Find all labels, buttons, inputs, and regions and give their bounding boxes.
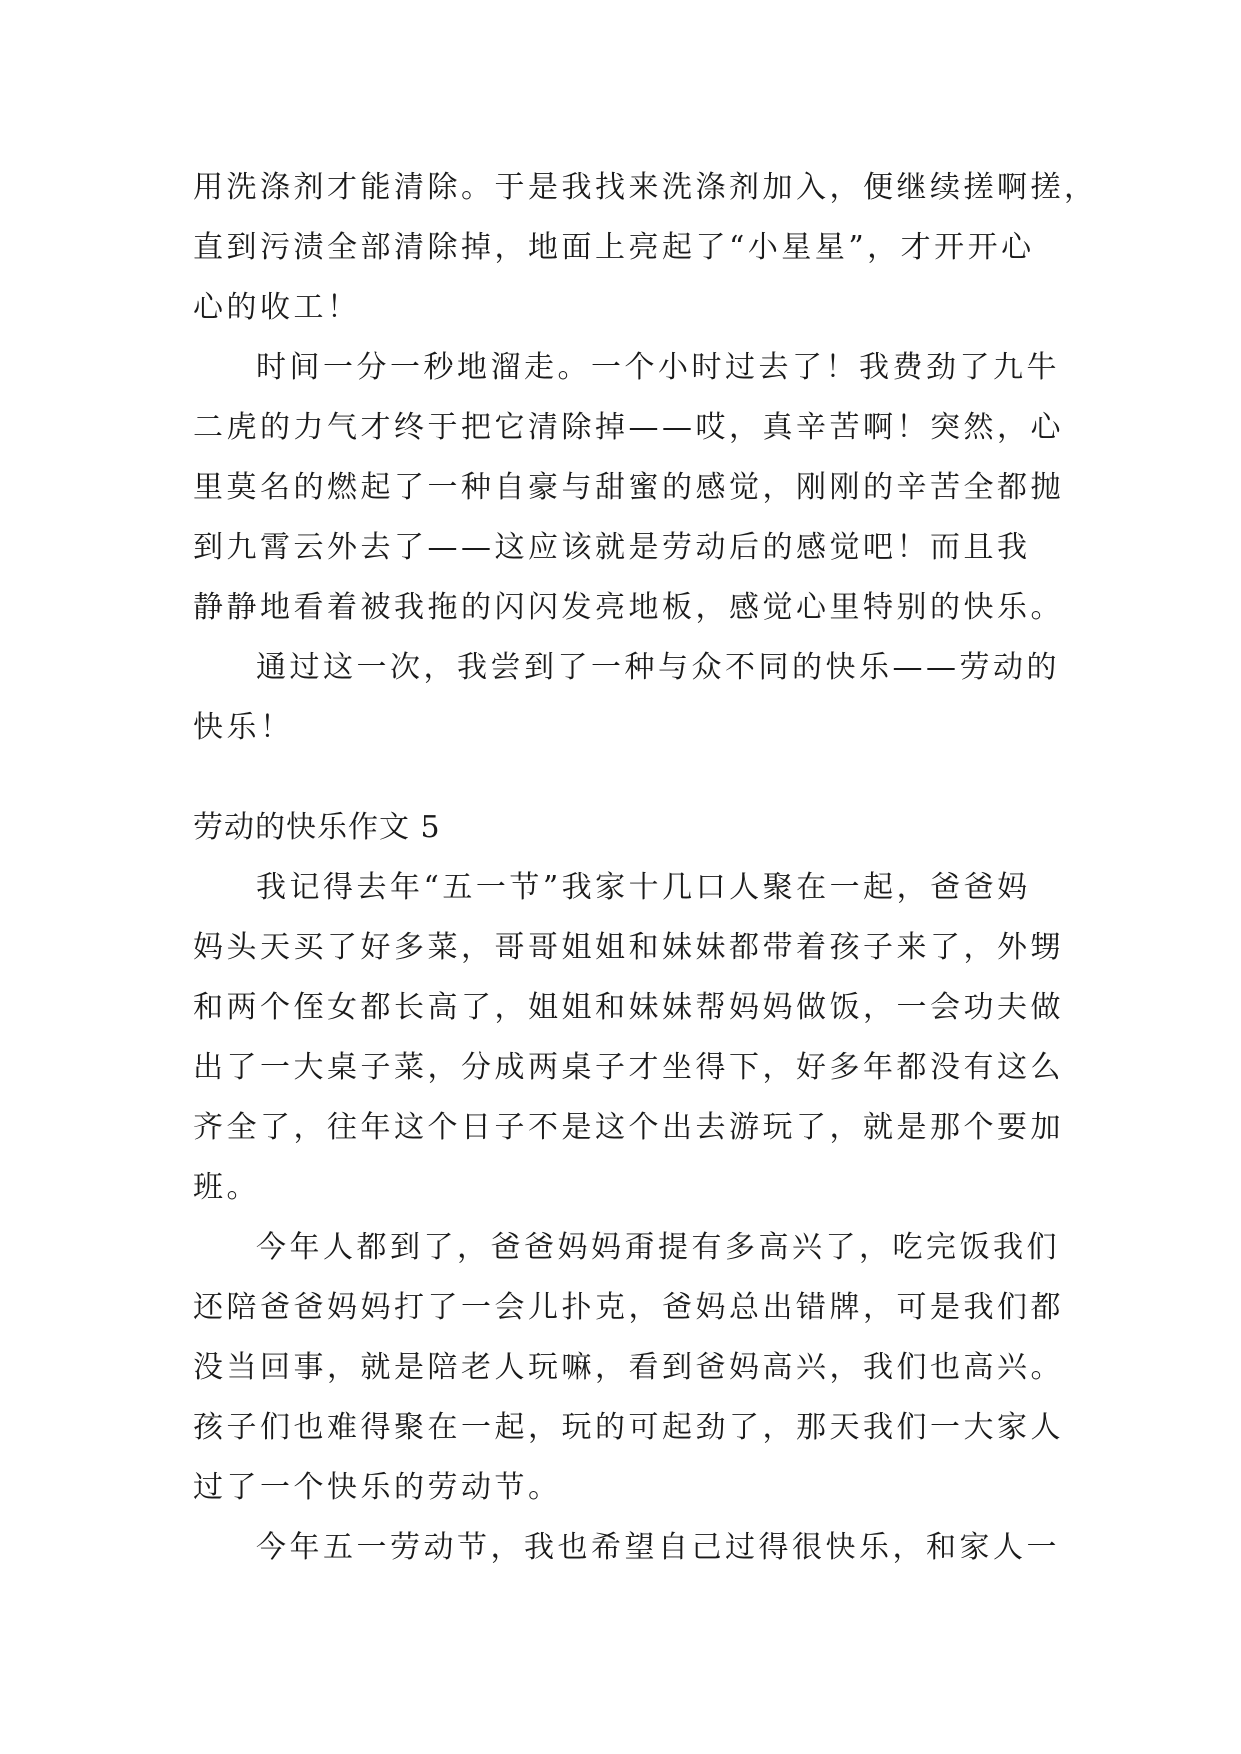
paragraph-5-line-4: 孩子们也难得聚在一起，玩的可起劲了，那天我们一大家人 xyxy=(193,1410,1064,1445)
paragraph-4-line-1: 我记得去年“五一节”我家十几口人聚在一起，爸爸妈 xyxy=(256,870,1031,905)
paragraph-1-line-2: 直到污渍全部清除掉，地面上亮起了“小星星”，才开开心 xyxy=(193,230,1035,265)
paragraph-6-line-1: 今年五一劳动节，我也希望自己过得很快乐，和家人一 xyxy=(256,1530,1060,1565)
paragraph-3-line-2: 快乐！ xyxy=(193,710,294,745)
paragraph-4-line-6: 班。 xyxy=(193,1170,260,1205)
paragraph-1-line-3: 心的收工！ xyxy=(193,290,361,325)
paragraph-1-line-1: 用洗涤剂才能清除。于是我找来洗涤剂加入，便继续搓啊搓， xyxy=(193,170,1098,205)
paragraph-2-line-3: 里莫名的燃起了一种自豪与甜蜜的感觉，刚刚的辛苦全都抛 xyxy=(193,470,1064,505)
paragraph-2-line-4: 到九霄云外去了——这应该就是劳动后的感觉吧！而且我 xyxy=(193,530,1031,565)
paragraph-4-line-4: 出了一大桌子菜，分成两桌子才坐得下，好多年都没有这么 xyxy=(193,1050,1064,1085)
paragraph-5-line-2: 还陪爸爸妈妈打了一会儿扑克，爸妈总出错牌，可是我们都 xyxy=(193,1290,1064,1325)
paragraph-3-line-1: 通过这一次，我尝到了一种与众不同的快乐——劳动的 xyxy=(256,650,1060,685)
paragraph-5-line-3: 没当回事，就是陪老人玩嘛，看到爸妈高兴，我们也高兴。 xyxy=(193,1350,1064,1385)
section-heading: 劳动的快乐作文 5 xyxy=(193,810,441,845)
paragraph-4-line-5: 齐全了，往年这个日子不是这个出去游玩了，就是那个要加 xyxy=(193,1110,1064,1145)
paragraph-5-line-5: 过了一个快乐的劳动节。 xyxy=(193,1470,562,1505)
paragraph-2-line-2: 二虎的力气才终于把它清除掉——哎，真辛苦啊！突然，心 xyxy=(193,410,1064,445)
paragraph-2-line-1: 时间一分一秒地溜走。一个小时过去了！我费劲了九牛 xyxy=(256,350,1060,385)
paragraph-4-line-3: 和两个侄女都长高了，姐姐和妹妹帮妈妈做饭，一会功夫做 xyxy=(193,990,1064,1025)
paragraph-5-line-1: 今年人都到了，爸爸妈妈甭提有多高兴了，吃完饭我们 xyxy=(256,1230,1060,1265)
paragraph-2-line-5: 静静地看着被我拖的闪闪发亮地板，感觉心里特别的快乐。 xyxy=(193,590,1064,625)
paragraph-4-line-2: 妈头天买了好多菜，哥哥姐姐和妹妹都带着孩子来了，外甥 xyxy=(193,930,1064,965)
